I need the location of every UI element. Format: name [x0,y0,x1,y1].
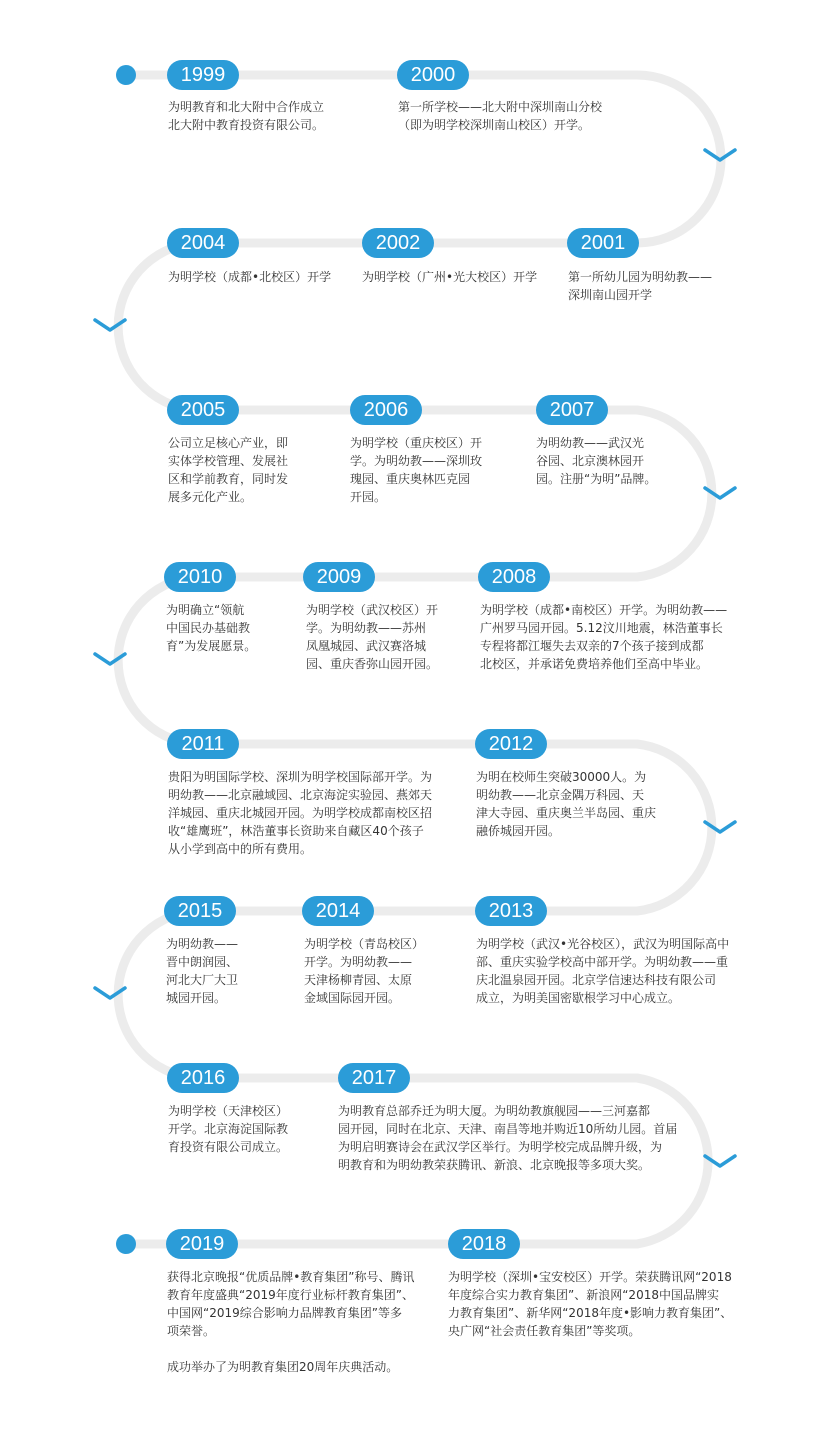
event-description: 为明学校（青岛校区） 开学。为明幼教—— 天津杨柳青园、太原 金域国际园开园。 [304,937,425,1005]
event-description: 为明教育和北大附中合作成立 北大附中教育投资有限公司。 [168,100,325,132]
chevron-down-icon [703,486,737,500]
event-description: 第一所幼儿园为明幼教—— 深圳南山园开学 [568,270,713,302]
year-badge: 2015 [164,896,236,926]
chevron-down-icon [93,986,127,1000]
event-description: 贵阳为明国际学校、深圳为明学校国际部开学。为 明幼教——北京融域园、北京海淀实验园、燕郊天 洋城园、重庆北城园开园。为明学校成都南校区招 收“雄鹰班”，林浩董事长资助来自藏区40个孩子 从小学到高中的所有费用。 [168,770,433,856]
year-badge: 2012 [475,729,547,759]
chevron-down-icon [703,148,737,162]
year-badge: 2008 [478,562,550,592]
year-badge: 2017 [338,1063,410,1093]
year-badge: 2010 [164,562,236,592]
event-description: 为明学校（成都•北校区）开学 [168,270,332,284]
year-badge: 2004 [167,228,239,258]
event-description: 为明确立“领航 中国民办基础教 育”为发展愿景。 [166,603,257,653]
event-description: 获得北京晚报“优质品牌•教育集团”称号、腾讯 教育年度盛典“2019年度行业标杆教育集团”、 中国网“2019综合影响力品牌教育集团”等多 项荣誉。 成功举办了为明教育集团20周年庆典活动。 [167,1270,415,1374]
event-description: 为明学校（武汉校区）开 学。为明幼教——苏州 凤凰城园、武汉赛洛城 园、重庆香弥山园开园。 [306,603,439,671]
year-badge: 2007 [536,395,608,425]
year-badge: 2002 [362,228,434,258]
year-badge: 2018 [448,1229,520,1259]
event-description: 为明在校师生突破30000人。为 明幼教——北京金隅万科园、天 津大寺园、重庆奥兰半岛园、重庆 融侨城园开园。 [476,770,657,838]
event-description: 为明学校（深圳•宝安校区）开学。荣获腾讯网“2018 年度综合实力教育集团”、新浪网“2018中国品牌实 力教育集团”、新华网“2018年度•影响力教育集团”、 央广网“社会责任教育集团”等奖项。 [448,1270,733,1338]
year-badge: 2006 [350,395,422,425]
event-description: 为明学校（广州•光大校区）开学 [362,270,538,284]
timeline-end-dot [116,1234,136,1254]
year-badge: 2014 [302,896,374,926]
event-description: 为明学校（重庆校区）开 学。为明幼教——深圳玫 瑰园、重庆奥林匹克园 开园。 [350,436,483,504]
event-description: 为明学校（成都•南校区）开学。为明幼教—— 广州罗马园开园。5.12汶川地震，林浩董事长 专程将都江堰失去双亲的7个孩子接到成都 北校区，并承诺免费培养他们至高中毕业。 [480,603,728,671]
event-description: 第一所学校——北大附中深圳南山分校 （即为明学校深圳南山校区）开学。 [398,100,603,132]
year-badge: 2000 [397,60,469,90]
event-description: 为明学校（武汉•光谷校区），武汉为明国际高中 部、重庆实验学校高中部开学。为明幼教——重 庆北温泉园开园。北京学信速达科技有限公司 成立，为明美国密歇根学习中心成立。 [476,937,730,1005]
year-badge: 2011 [167,729,239,759]
chevron-down-icon [93,652,127,666]
year-badge: 2005 [167,395,239,425]
chevron-down-icon [93,318,127,332]
timeline-start-dot [116,65,136,85]
year-badge: 2019 [166,1229,238,1259]
year-badge: 2013 [475,896,547,926]
event-description: 为明教育总部乔迁为明大厦。为明幼教旗舰园——三河嘉都 园开园，同时在北京、天津、南昌等地并购近10所幼儿园。首届 为明启明赛诗会在武汉学区举行。为明学校完成品牌升级，为 明教育和为明幼教荣获腾讯、新浪、北京晚报等多项大奖。 [338,1104,678,1172]
event-description: 公司立足核心产业，即 实体学校管理、发展社 区和学前教育，同时发 展多元化产业。 [168,436,289,504]
chevron-down-icon [703,820,737,834]
year-badge: 2001 [567,228,639,258]
year-badge: 2016 [167,1063,239,1093]
year-badge: 2009 [303,562,375,592]
year-badge: 1999 [167,60,239,90]
event-description: 为明幼教——武汉光 谷园、北京澳林园开 园。注册“为明”品牌。 [536,436,657,486]
chevron-down-icon [703,1154,737,1168]
event-description: 为明幼教—— 晋中朗润园、 河北大厂大卫 城园开园。 [166,937,239,1005]
event-description: 为明学校（天津校区） 开学。北京海淀国际教 育投资有限公司成立。 [168,1104,289,1154]
